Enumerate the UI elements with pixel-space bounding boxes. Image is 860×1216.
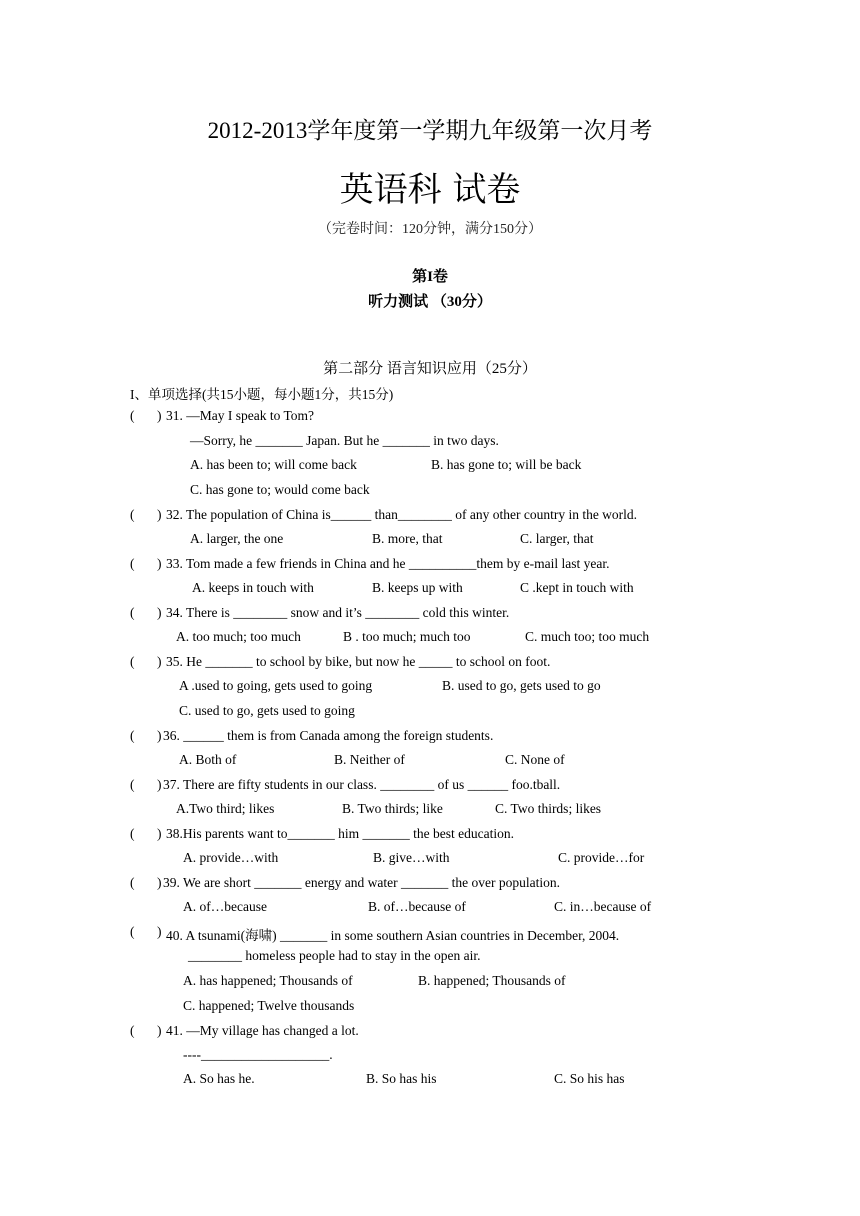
option-a: A. has happened; Thousands of xyxy=(183,973,353,988)
question-stem: 35. He _______ to school by bike, but now he _____ to school on foot. xyxy=(166,654,551,669)
question-stem: 36. ______ them is from Canada among the foreign students. xyxy=(163,728,494,743)
answer-paren-open: ( xyxy=(130,408,135,423)
option-b: B. happened; Thousands of xyxy=(418,973,566,988)
question-stem: 38.His parents want to_______ him _______ the best education. xyxy=(166,826,514,841)
option-a: A. has been to; will come back xyxy=(190,457,357,472)
option-b: B. Two thirds; like xyxy=(342,801,443,816)
option-c: C. larger, that xyxy=(520,531,594,546)
answer-paren-open: ( xyxy=(130,924,135,939)
answer-paren-close: ) xyxy=(157,556,162,571)
option-a: A. larger, the one xyxy=(190,531,284,546)
answer-paren-close: ) xyxy=(157,654,162,669)
question-stem: 37. There are fifty students in our class. ________ of us ______ foo.tball. xyxy=(163,777,561,792)
option-b: B. more, that xyxy=(372,531,443,546)
question-line: ________ homeless people had to stay in the open air. xyxy=(188,948,481,963)
option-a: A. So has he. xyxy=(183,1071,255,1086)
option-a: A. provide…with xyxy=(183,850,279,865)
section-instruction: I、单项选择(共15小题，每小题1分，共15分) xyxy=(130,387,394,402)
option-b: B . too much; much too xyxy=(343,629,471,644)
option-c: C. used to go, gets used to going xyxy=(179,703,355,718)
option-a: A. too much; too much xyxy=(176,629,301,644)
question-stem: 32. The population of China is______ than________ of any other country in the world. xyxy=(166,507,638,522)
option-c: C .kept in touch with xyxy=(520,580,634,595)
option-b: B. keeps up with xyxy=(372,580,463,595)
answer-paren-open: ( xyxy=(130,875,135,890)
answer-paren-close: ) xyxy=(157,924,162,939)
listening-heading: 听力测试 （30分） xyxy=(368,294,492,310)
option-b: B. give…with xyxy=(373,850,450,865)
answer-paren-open: ( xyxy=(130,507,135,522)
exam-title: 2012-2013学年度第一学期九年级第一次月考 xyxy=(207,118,653,143)
option-c: C. has gone to; would come back xyxy=(190,482,370,497)
answer-paren-close: ) xyxy=(157,777,162,792)
question-stem: 41. —My village has changed a lot. xyxy=(166,1023,359,1038)
answer-paren-open: ( xyxy=(130,1023,135,1038)
answer-paren-open: ( xyxy=(130,777,135,792)
option-b: B. of…because of xyxy=(368,899,466,914)
option-c: C. So his has xyxy=(554,1071,625,1086)
option-c: C. in…because of xyxy=(554,899,652,914)
question-stem: 31. —May I speak to Tom? xyxy=(166,408,315,423)
answer-paren-close: ) xyxy=(157,1023,162,1038)
answer-paren-open: ( xyxy=(130,728,135,743)
option-c: C. provide…for xyxy=(558,850,645,865)
option-a: A. Both of xyxy=(179,752,237,767)
answer-paren-close: ) xyxy=(157,728,162,743)
option-c: C. happened; Twelve thousands xyxy=(183,998,355,1013)
answer-paren-close: ) xyxy=(157,408,162,423)
question-stem: 33. Tom made a few friends in China and he __________them by e-mail last year. xyxy=(166,556,610,571)
option-b: B. has gone to; will be back xyxy=(431,457,582,472)
option-a: A. keeps in touch with xyxy=(192,580,314,595)
option-b: B. Neither of xyxy=(334,752,405,767)
volume-heading: 第I卷 xyxy=(412,269,448,285)
option-c: C. much too; too much xyxy=(525,629,650,644)
answer-paren-close: ) xyxy=(157,875,162,890)
question-line: —Sorry, he _______ Japan. But he _______ in two days. xyxy=(190,433,499,448)
question-stem: 34. There is ________ snow and it’s ________ cold this winter. xyxy=(166,605,510,620)
answer-paren-open: ( xyxy=(130,605,135,620)
option-b: B. So has his xyxy=(366,1071,437,1086)
option-a: A.Two third; likes xyxy=(176,801,275,816)
answer-paren-open: ( xyxy=(130,826,135,841)
answer-paren-close: ) xyxy=(157,507,162,522)
answer-paren-close: ) xyxy=(157,826,162,841)
part-two-heading: 第二部分 语言知识应用（25分） xyxy=(323,361,537,377)
subject-title: 英语科 试卷 xyxy=(339,170,521,210)
answer-paren-open: ( xyxy=(130,654,135,669)
answer-paren-close: ) xyxy=(157,605,162,620)
option-b: B. used to go, gets used to go xyxy=(442,678,601,693)
option-a: A. of…because xyxy=(183,899,267,914)
option-a: A .used to going, gets used to going xyxy=(179,678,373,693)
question-stem: 40. A tsunami(海啸) _______ in some southern Asian countries in December, 2004. xyxy=(166,928,620,943)
option-c: C. None of xyxy=(505,752,565,767)
answer-paren-open: ( xyxy=(130,556,135,571)
question-line: ----___________________. xyxy=(183,1047,333,1062)
option-c: C. Two thirds; likes xyxy=(495,801,602,816)
question-stem: 39. We are short _______ energy and water _______ the over population. xyxy=(163,875,560,890)
exam-time-note: （完卷时间：120分钟，满分150分） xyxy=(318,222,542,237)
